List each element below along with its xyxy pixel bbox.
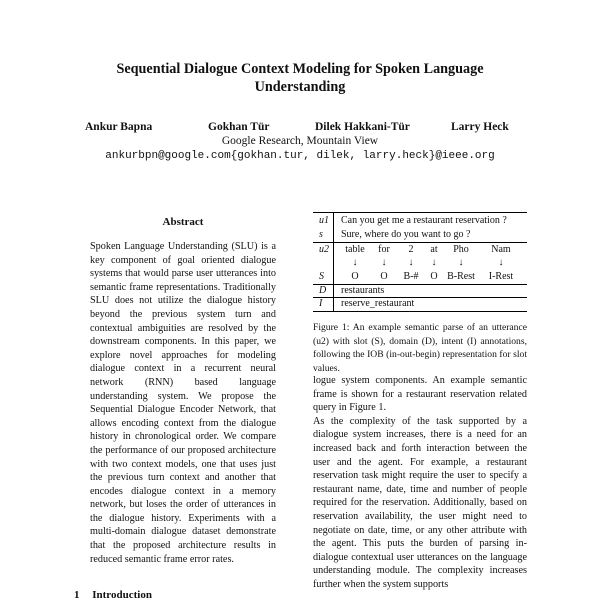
token: Nam <box>491 244 511 255</box>
section-title: Introduction <box>92 589 152 601</box>
author-name: Gokhan Tür <box>208 121 270 133</box>
abstract-body <box>90 240 276 566</box>
paper-title: Sequential Dialogue Context Modeling for Spoken Language Understanding <box>116 61 484 95</box>
slot-tag: O <box>351 271 359 282</box>
row-label: I <box>319 298 323 309</box>
figure-1 <box>313 212 527 312</box>
abstract-heading: Abstract <box>162 216 204 228</box>
system-text: Sure, where do you want to go ? <box>341 229 471 240</box>
down-arrow-icon: ↓ <box>352 257 358 268</box>
row-label: D <box>319 285 327 296</box>
arrow-row <box>313 257 527 270</box>
row-label: u1 <box>319 215 329 226</box>
intent-value: reserve_restaurant <box>341 298 415 309</box>
row-label: s <box>319 229 323 240</box>
domain-value: restaurants <box>341 285 385 296</box>
paragraph: As the complexity of the task supported by a dialogue system increases, there is a need for an increased back and forth interaction between the user and the agent. For example, a restaurant reservation task might require the user to specify a restaurant name, date, time and number of people required for the reservation. Additionally, based on reservation availability, the user might need to negotiate on date, time, or any other attribute with the agent. This puts the burden of parsing in-dialogue contextual user utterances on the language understanding module. The complexity increases further when the system supports <box>313 415 527 590</box>
table-row <box>313 298 527 311</box>
slot-tag: B-Rest <box>447 271 475 282</box>
down-arrow-icon: ↓ <box>458 257 464 268</box>
body-text-right-column <box>313 374 527 600</box>
section-heading <box>74 589 152 601</box>
utterance-text: Can you get me a restaurant reservation ? <box>341 215 507 226</box>
down-arrow-icon: ↓ <box>381 257 387 268</box>
table-row <box>313 244 527 257</box>
table-row <box>313 229 527 242</box>
section-number: 1 <box>74 589 80 601</box>
down-arrow-icon: ↓ <box>498 257 504 268</box>
slot-tag: O <box>380 271 388 282</box>
author-emails: ankurbpn@google.com{gokhan.tur, dilek, larry.heck}@ieee.org <box>105 150 495 162</box>
table-divider <box>313 242 527 243</box>
paragraph: logue system components. An example semantic frame is shown for a restaurant reservation related query in Figure 1. <box>313 375 527 414</box>
token: at <box>430 244 438 255</box>
author-name: Larry Heck <box>451 121 509 133</box>
down-arrow-icon: ↓ <box>408 257 414 268</box>
row-label: S <box>319 271 324 282</box>
token: Pho <box>453 244 469 255</box>
semantic-parse-table <box>313 212 527 312</box>
slot-tag: I-Rest <box>488 271 514 282</box>
slot-tag: O <box>430 271 438 282</box>
row-label: u2 <box>319 244 329 255</box>
table-row <box>313 271 527 284</box>
affiliation: Google Research, Mountain View <box>221 135 379 147</box>
token: table <box>345 244 365 255</box>
token: for <box>378 244 390 255</box>
down-arrow-icon: ↓ <box>431 257 437 268</box>
abstract-text: Spoken Language Understanding (SLU) is a key component of goal oriented dialogue systems that would parse user utterances into semantic frame representations. Traditionally SLU does not utilize the dialogue history beyond the previous system turn and contextual ambiguities are resolved by the downstream components. In this paper, we explore novel approaches for modeling dialogue context in a recurrent neural network (RNN) based language understanding system. We propose the Sequential Dialogue Encoder Network, that allows encoding context from the dialogue history in chronological order. We compare the performance of our proposed architecture with two context models, one that uses just the previous turn context and another that encodes dialogue context in a memory network, but loses the order of utterances in the dialogue history. Experiments with a multi-domain dialogue dataset demonstrate that the proposed architecture results in reduced semantic frame error rates. <box>90 241 276 565</box>
token: 2 <box>408 244 414 255</box>
figure-caption: Figure 1: An example semantic parse of an utterance (u2) with slot (S), domain (D), intent (I) annotations, following the IOB (in-out-begin) representation for slot values. <box>313 322 527 374</box>
slot-tag: B-# <box>403 271 419 282</box>
author-name: Ankur Bapna <box>85 121 153 133</box>
table-row <box>313 215 527 228</box>
author-name: Dilek Hakkani-Tür <box>315 121 410 133</box>
